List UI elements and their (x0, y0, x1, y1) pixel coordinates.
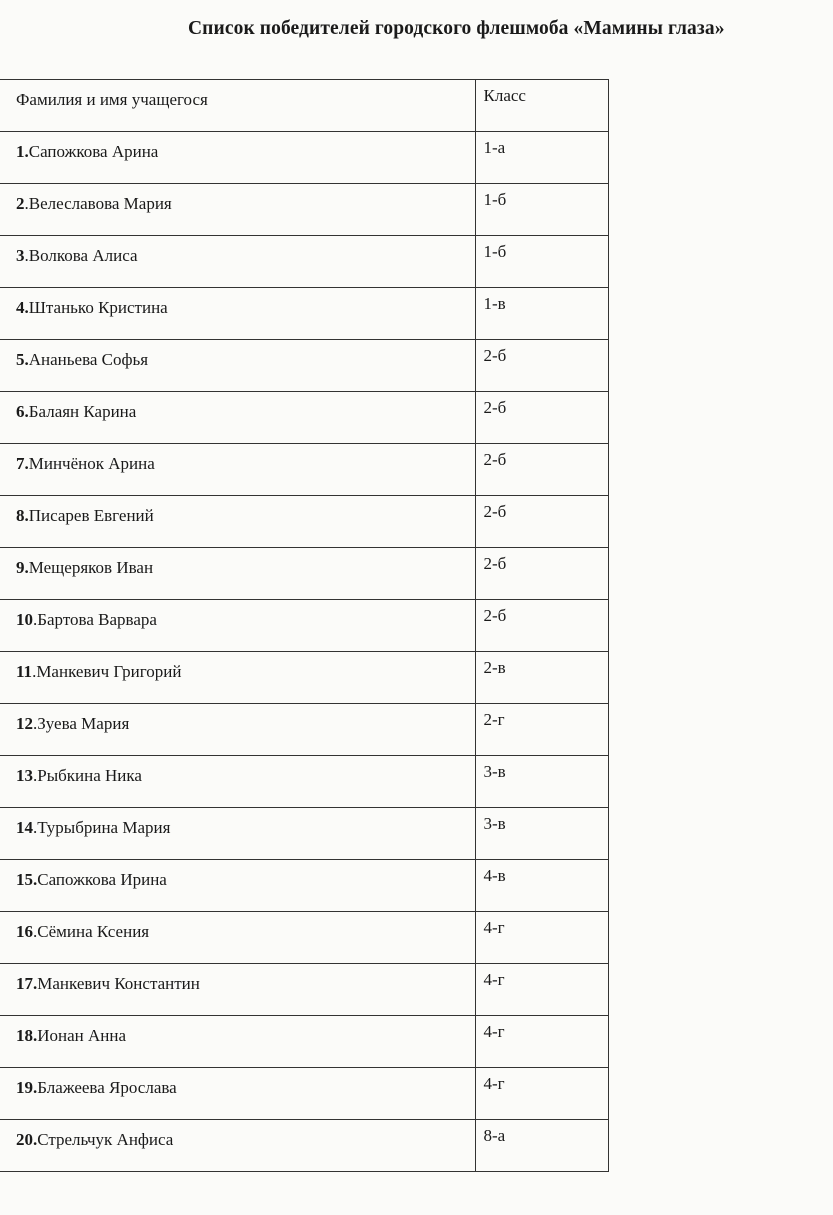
table-row (0, 808, 608, 860)
student-name: Бартова Варвара (37, 610, 157, 629)
table-row (0, 548, 608, 600)
student-class: 4-г (475, 1016, 608, 1068)
row-number: 13 (16, 766, 33, 785)
student-cell (0, 860, 475, 912)
student-class: 2-б (475, 496, 608, 548)
row-number-separator: . (33, 766, 38, 785)
student-class: 2-г (475, 704, 608, 756)
student-name: Блажеева Ярослава (37, 1078, 177, 1097)
row-number: 2 (16, 194, 25, 213)
student-name: Рыбкина Ника (37, 766, 142, 785)
winners-table (0, 79, 609, 1172)
student-class: 3-в (475, 808, 608, 860)
student-cell (0, 548, 475, 600)
table-row (0, 132, 608, 184)
row-number: 5. (16, 350, 29, 369)
student-cell (0, 912, 475, 964)
row-number: 1. (16, 142, 29, 161)
student-name: Ананьева Софья (28, 350, 149, 369)
student-cell (0, 756, 475, 808)
row-number: 19. (16, 1078, 38, 1097)
student-cell (0, 1016, 475, 1068)
table-row (0, 1120, 608, 1172)
row-number: 7. (16, 454, 29, 473)
student-cell (0, 652, 475, 704)
student-class: 1-б (475, 184, 608, 236)
row-number: 6. (16, 402, 29, 421)
row-number: 4. (16, 298, 29, 317)
student-class: 2-б (475, 444, 608, 496)
row-number-separator: . (33, 610, 38, 629)
row-number: 12 (16, 714, 33, 733)
student-class: 3-в (475, 756, 608, 808)
student-name: Манкевич Григорий (36, 662, 182, 681)
student-cell (0, 184, 475, 236)
student-name: Ионан Анна (37, 1026, 127, 1045)
table-body (0, 80, 608, 1172)
table-row (0, 392, 608, 444)
table-row (0, 600, 608, 652)
document-title: Список победителей городского флешмоба «Мамины глаза» (188, 18, 725, 39)
student-cell (0, 600, 475, 652)
table-row (0, 912, 608, 964)
header-name: Фамилия и имя учащегося (0, 80, 475, 132)
student-cell (0, 964, 475, 1016)
row-number: 20. (16, 1130, 38, 1149)
student-class: 1-а (475, 132, 608, 184)
student-cell (0, 288, 475, 340)
student-cell (0, 444, 475, 496)
student-name: Манкевич Константин (37, 974, 200, 993)
student-name: Штанько Кристина (28, 298, 168, 317)
student-class: 4-г (475, 912, 608, 964)
student-class: 1-б (475, 236, 608, 288)
table-header-row (0, 80, 608, 132)
table-row (0, 1068, 608, 1120)
row-number-separator: . (33, 922, 38, 941)
row-number: 8. (16, 506, 29, 525)
student-cell (0, 340, 475, 392)
table-row (0, 1016, 608, 1068)
student-name: Волкова Алиса (28, 246, 138, 265)
student-class: 2-б (475, 600, 608, 652)
student-name: Мещеряков Иван (28, 558, 154, 577)
row-number-separator: . (24, 246, 29, 265)
table-row (0, 340, 608, 392)
student-class: 1-в (475, 288, 608, 340)
student-class: 2-б (475, 392, 608, 444)
student-class: 2-в (475, 652, 608, 704)
row-number-separator: . (33, 714, 38, 733)
student-name: Минчёнок Арина (28, 454, 155, 473)
row-number: 14 (16, 818, 33, 837)
row-number-separator: . (33, 818, 38, 837)
table-row (0, 184, 608, 236)
student-class: 4-г (475, 1068, 608, 1120)
student-cell (0, 1068, 475, 1120)
student-cell (0, 808, 475, 860)
student-class: 2-б (475, 340, 608, 392)
row-number: 9. (16, 558, 29, 577)
table-row (0, 756, 608, 808)
table-row (0, 236, 608, 288)
row-number: 10 (16, 610, 33, 629)
row-number-separator: . (24, 194, 29, 213)
table-row (0, 496, 608, 548)
student-name: Стрельчук Анфиса (37, 1130, 174, 1149)
student-name: Зуева Мария (37, 714, 130, 733)
header-class: Класс (475, 80, 608, 132)
row-number: 17. (16, 974, 38, 993)
student-class: 4-г (475, 964, 608, 1016)
row-number: 15. (16, 870, 38, 889)
table-row (0, 444, 608, 496)
row-number: 3 (16, 246, 25, 265)
row-number-separator: . (32, 662, 37, 681)
student-name: Сёмина Ксения (37, 922, 150, 941)
student-name: Велеславова Мария (28, 194, 172, 213)
table-row (0, 860, 608, 912)
student-name: Балаян Карина (28, 402, 137, 421)
student-name: Сапожкова Арина (28, 142, 159, 161)
student-class: 4-в (475, 860, 608, 912)
student-name: Турыбрина Мария (37, 818, 171, 837)
row-number: 18. (16, 1026, 38, 1045)
student-cell (0, 236, 475, 288)
table-row (0, 652, 608, 704)
student-name: Сапожкова Ирина (37, 870, 167, 889)
table-row (0, 704, 608, 756)
student-cell (0, 132, 475, 184)
student-cell (0, 1120, 475, 1172)
student-class: 2-б (475, 548, 608, 600)
row-number: 16 (16, 922, 33, 941)
row-number: 11 (16, 662, 33, 681)
table-row (0, 964, 608, 1016)
student-cell (0, 704, 475, 756)
student-class: 8-а (475, 1120, 608, 1172)
student-cell (0, 392, 475, 444)
table-row (0, 288, 608, 340)
student-name: Писарев Евгений (28, 506, 154, 525)
student-cell (0, 496, 475, 548)
